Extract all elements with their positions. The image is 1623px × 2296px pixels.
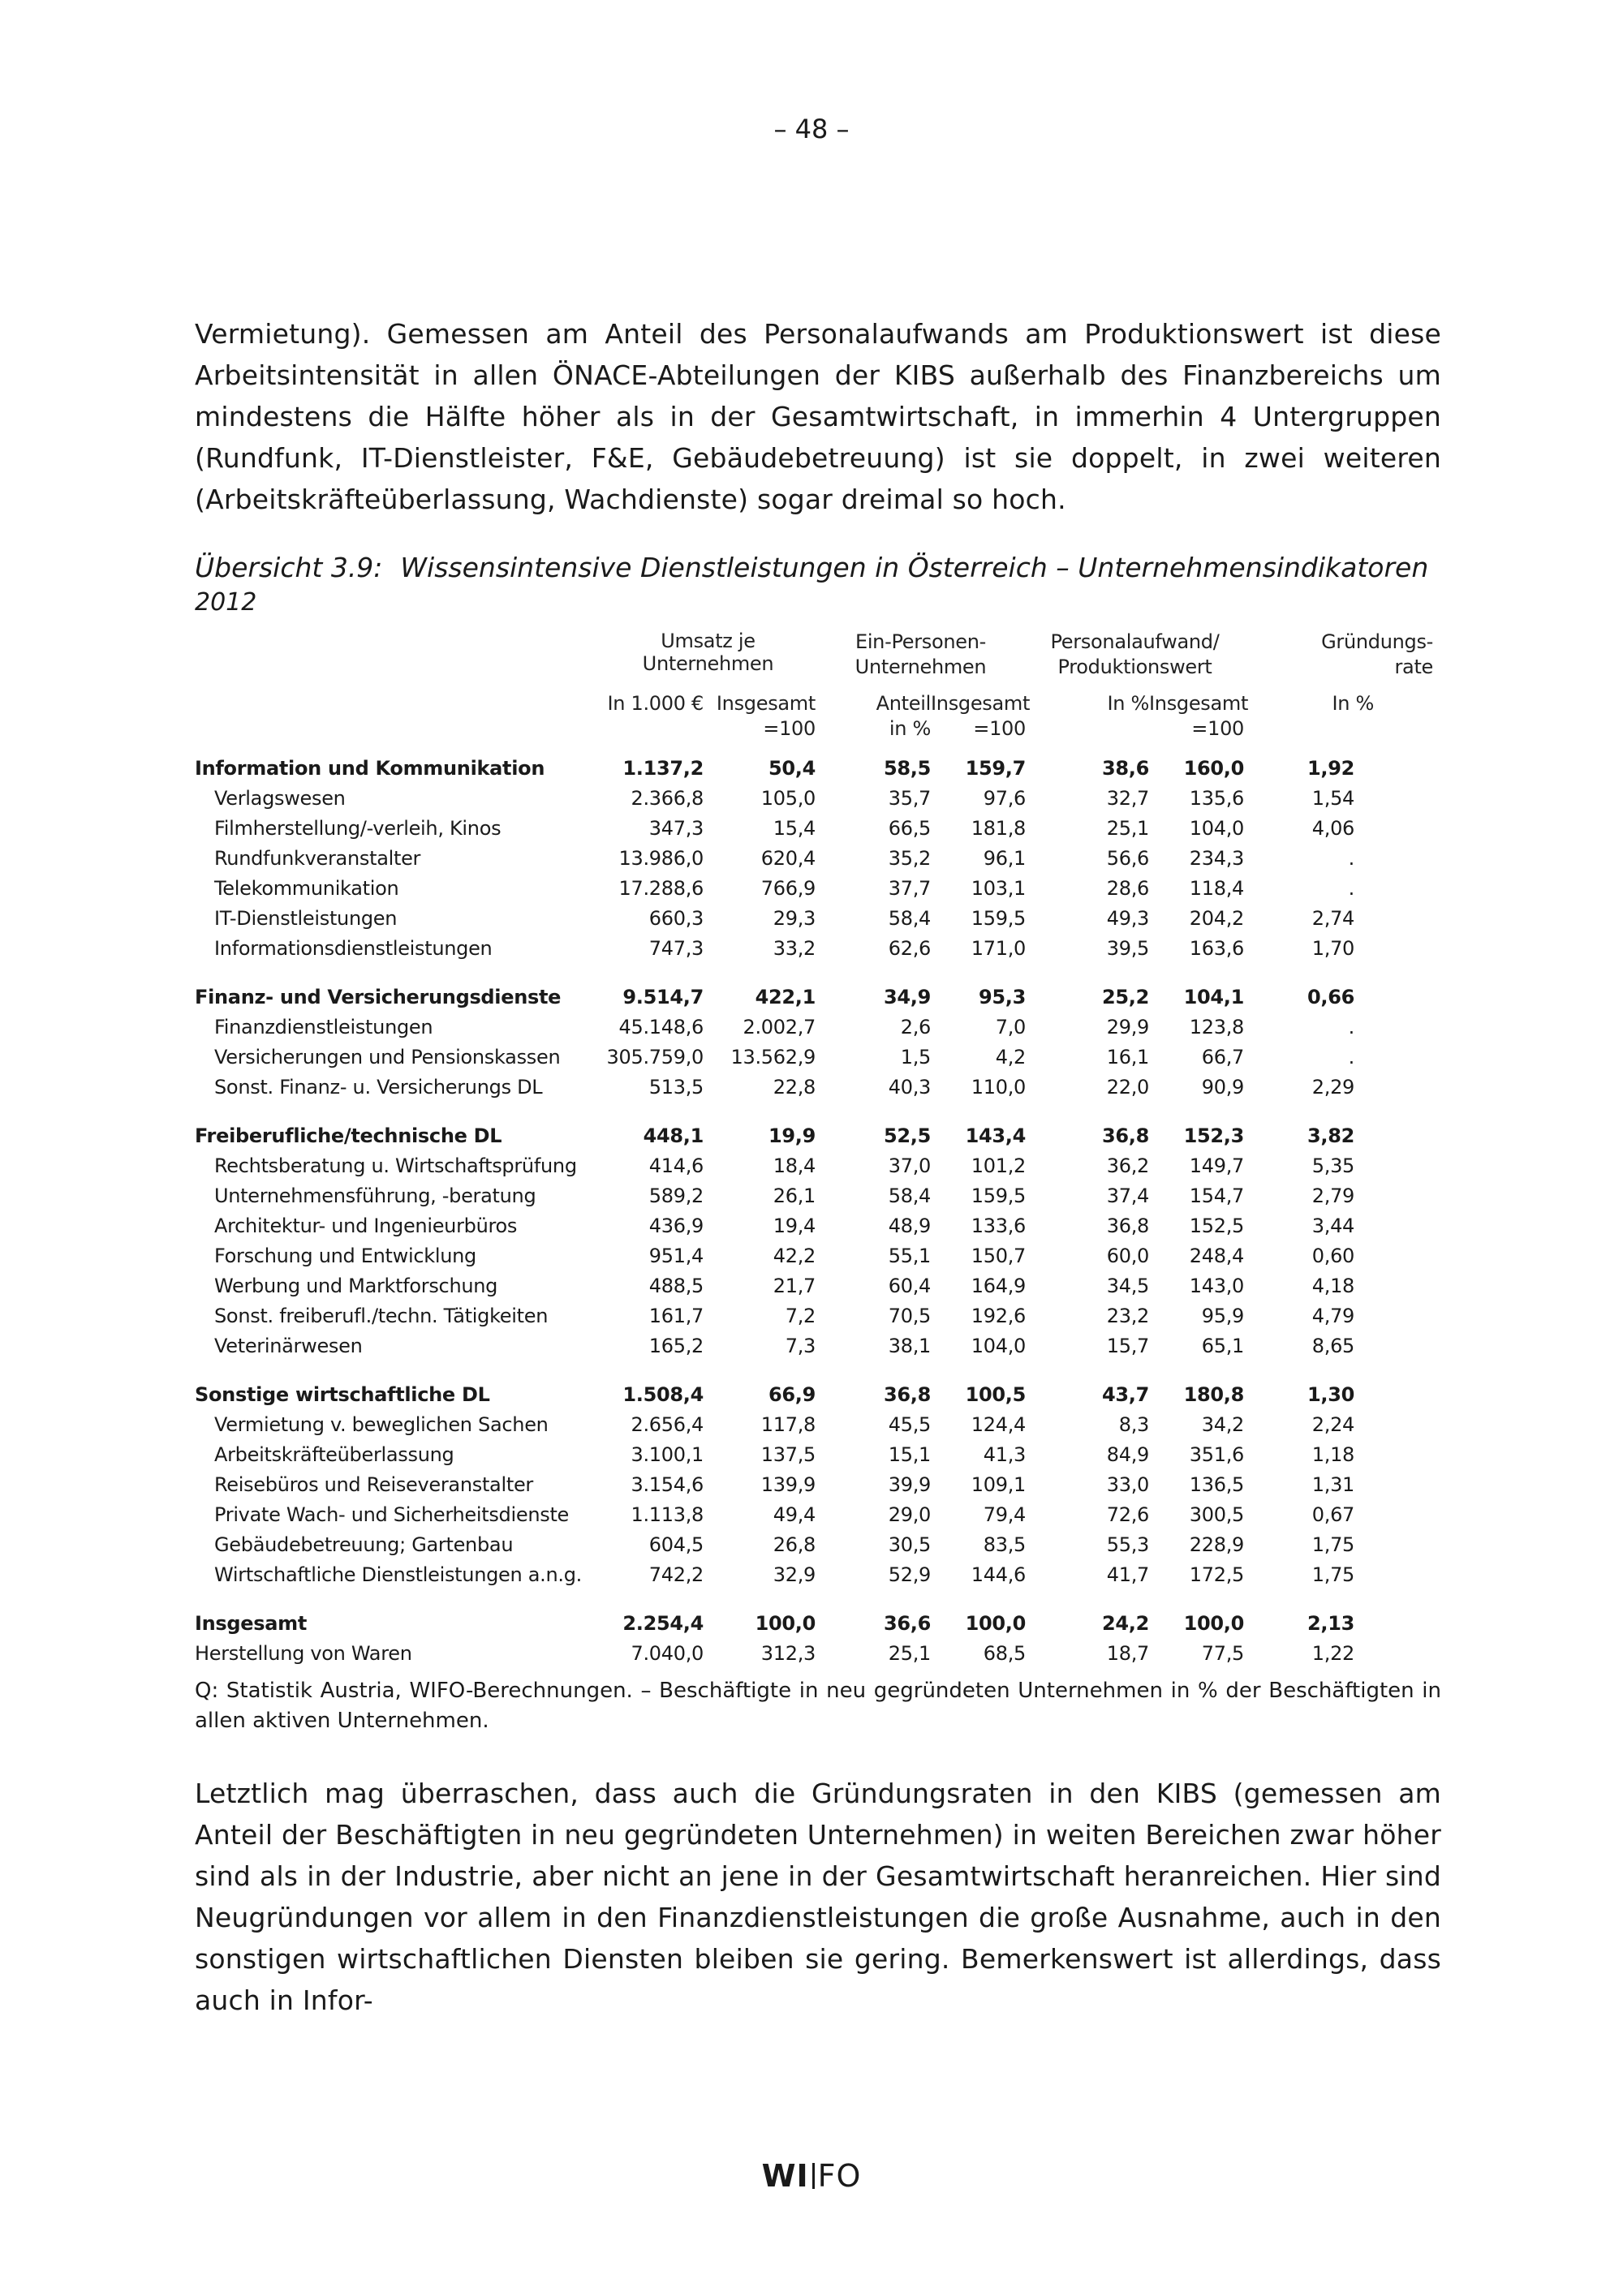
- table-row: [195, 933, 1441, 963]
- table-section-row: [195, 1608, 1441, 1638]
- cell-value: 103,1: [971, 876, 1026, 900]
- cell-value: 159,5: [971, 906, 1026, 930]
- column-subheader: In %: [1107, 692, 1149, 715]
- table-title: [195, 549, 1428, 587]
- table-row: [195, 1240, 1441, 1271]
- cell-value: 181,8: [971, 816, 1026, 840]
- cell-value: 234,3: [1189, 846, 1245, 870]
- column-subheader: Anteil in %: [876, 692, 931, 740]
- row-label: Vermietung v. beweglichen Sachen: [214, 1412, 549, 1436]
- column-subheader: Insgesamt =100: [1149, 692, 1249, 740]
- cell-value: 7,3: [785, 1334, 816, 1357]
- cell-value: 110,0: [971, 1075, 1026, 1099]
- cell-value: 104,0: [971, 1334, 1026, 1357]
- table-row: [195, 1072, 1441, 1102]
- table-row: [195, 1180, 1441, 1210]
- cell-value: 22,8: [773, 1075, 816, 1099]
- cell-value: 123,8: [1189, 1015, 1245, 1038]
- cell-value: 105,0: [760, 786, 816, 810]
- table-row: [195, 1559, 1441, 1589]
- cell-value: 29,0: [888, 1503, 931, 1526]
- cell-value: 2.656,4: [631, 1412, 704, 1436]
- table-row: [195, 1529, 1441, 1559]
- cell-value: 101,2: [971, 1154, 1026, 1177]
- cell-value: 4,06: [1311, 816, 1355, 840]
- row-label: Gebäudebetreuung; Gartenbau: [214, 1533, 514, 1556]
- cell-value: 347,3: [648, 816, 704, 840]
- cell-value: 15,1: [888, 1443, 931, 1466]
- table-section-row: [195, 1379, 1441, 1409]
- cell-value: 33,0: [1106, 1473, 1149, 1496]
- cell-value: 55,1: [888, 1244, 931, 1267]
- cell-value: 513,5: [648, 1075, 704, 1099]
- cell-value: 143,4: [965, 1124, 1026, 1147]
- table-row: [195, 903, 1441, 933]
- cell-value: 109,1: [971, 1473, 1026, 1496]
- table-row: [195, 1499, 1441, 1529]
- cell-value: 66,9: [768, 1382, 816, 1406]
- table-section-row: [195, 753, 1441, 783]
- row-label: Werbung und Marktforschung: [214, 1274, 498, 1297]
- cell-value: 58,4: [888, 906, 931, 930]
- cell-value: 5,35: [1311, 1154, 1355, 1177]
- table-title-text: Wissensintensive Dienstleistungen in Österreich – Unternehmensindikatoren: [400, 552, 1429, 583]
- cell-value: 22,0: [1106, 1075, 1149, 1099]
- cell-value: 118,4: [1189, 876, 1245, 900]
- cell-value: 8,3: [1118, 1412, 1149, 1436]
- cell-value: 90,9: [1201, 1075, 1245, 1099]
- table-row: [195, 1271, 1441, 1301]
- row-label: Information und Kommunikation: [195, 756, 545, 780]
- cell-value: 248,4: [1189, 1244, 1245, 1267]
- row-label: Veterinärwesen: [214, 1334, 363, 1357]
- cell-value: 77,5: [1201, 1641, 1245, 1665]
- table-row: [195, 1150, 1441, 1180]
- cell-value: 2,6: [900, 1015, 931, 1038]
- cell-value: 72,6: [1106, 1503, 1149, 1526]
- cell-value: 1,70: [1311, 936, 1355, 960]
- row-label: Insgesamt: [195, 1611, 308, 1635]
- cell-value: 351,6: [1189, 1443, 1245, 1466]
- cell-value: 32,7: [1106, 786, 1149, 810]
- cell-value: 48,9: [888, 1214, 931, 1237]
- table-row: [195, 1301, 1441, 1331]
- row-label: Finanz- und Versicherungsdienste: [195, 985, 562, 1008]
- cell-value: .: [1348, 1015, 1355, 1038]
- cell-value: 34,5: [1106, 1274, 1149, 1297]
- cell-value: 37,4: [1106, 1184, 1149, 1207]
- cell-value: 29,3: [773, 906, 816, 930]
- cell-value: 55,3: [1106, 1533, 1149, 1556]
- cell-value: 1,30: [1307, 1382, 1355, 1406]
- cell-value: 150,7: [971, 1244, 1026, 1267]
- cell-value: 24,2: [1101, 1611, 1149, 1635]
- group-header-gruendungsrate: Gründungs- rate: [1321, 630, 1434, 678]
- table-footnote: Q: Statistik Austria, WIFO-Berechnungen. – Beschäftigte in neu gegründeten Unternehmen in % der Beschäftigten in allen aktiven Unternehmen.: [195, 1679, 1441, 1733]
- table-row: [195, 783, 1441, 813]
- cell-value: 37,7: [888, 876, 931, 900]
- cell-value: 37,0: [888, 1154, 931, 1177]
- cell-value: 17.288,6: [618, 876, 704, 900]
- cell-value: 97,6: [983, 786, 1026, 810]
- cell-value: 1,92: [1307, 756, 1355, 780]
- cell-value: 1.113,8: [631, 1503, 704, 1526]
- cell-value: 1,54: [1311, 786, 1355, 810]
- table-row: [195, 843, 1441, 873]
- cell-value: 15,7: [1106, 1334, 1149, 1357]
- cell-value: 152,3: [1183, 1124, 1245, 1147]
- cell-value: 52,9: [888, 1563, 931, 1586]
- cell-value: 300,5: [1189, 1503, 1245, 1526]
- cell-value: 52,5: [883, 1124, 931, 1147]
- column-subheader: Insgesamt =100: [716, 692, 816, 740]
- cell-value: 2,13: [1307, 1611, 1355, 1635]
- cell-value: 1,31: [1311, 1473, 1355, 1496]
- cell-value: 15,4: [773, 816, 816, 840]
- cell-value: 19,4: [773, 1214, 816, 1237]
- cell-value: 28,6: [1106, 876, 1149, 900]
- row-label: Rechtsberatung u. Wirtschaftsprüfung: [214, 1154, 577, 1177]
- cell-value: 66,5: [888, 816, 931, 840]
- cell-value: 3,44: [1311, 1214, 1355, 1237]
- cell-value: 3.100,1: [631, 1443, 704, 1466]
- cell-value: 66,7: [1201, 1045, 1245, 1068]
- page-number: – 48 –: [773, 114, 850, 144]
- cell-value: 1.137,2: [622, 756, 704, 780]
- row-label: Private Wach- und Sicherheitsdienste: [214, 1503, 570, 1526]
- table-group-header-row: [195, 630, 1441, 680]
- cell-value: 41,7: [1106, 1563, 1149, 1586]
- cell-value: 137,5: [760, 1443, 816, 1466]
- cell-value: 124,4: [971, 1412, 1026, 1436]
- cell-value: 180,8: [1183, 1382, 1245, 1406]
- row-label: Filmherstellung/-verleih, Kinos: [214, 816, 502, 840]
- cell-value: 163,6: [1189, 936, 1245, 960]
- cell-value: 2,79: [1311, 1184, 1355, 1207]
- cell-value: 39,5: [1106, 936, 1149, 960]
- cell-value: 1,75: [1311, 1563, 1355, 1586]
- cell-value: 29,9: [1106, 1015, 1149, 1038]
- table-subheader-row: [195, 691, 1441, 742]
- cell-value: 2.366,8: [631, 786, 704, 810]
- logo-text-left: WI: [761, 2158, 809, 2194]
- row-label: Reisebüros und Reiseveranstalter: [214, 1473, 533, 1496]
- cell-value: 2,74: [1311, 906, 1355, 930]
- table-year: 2012: [195, 588, 257, 617]
- row-label: Wirtschaftliche Dienstleistungen a.n.g.: [214, 1563, 582, 1586]
- cell-value: 70,5: [888, 1304, 931, 1327]
- cell-value: 312,3: [760, 1641, 816, 1665]
- cell-value: 8,65: [1311, 1334, 1355, 1357]
- cell-value: 25,2: [1101, 985, 1149, 1008]
- cell-value: 192,6: [971, 1304, 1026, 1327]
- cell-value: 56,6: [1106, 846, 1149, 870]
- logo-divider: [812, 2163, 815, 2189]
- column-subheader: Insgesamt =100: [931, 692, 1031, 740]
- row-label: Arbeitskräfteüberlassung: [214, 1443, 454, 1466]
- cell-value: 742,2: [648, 1563, 704, 1586]
- row-label: Architektur- und Ingenieurbüros: [214, 1214, 518, 1237]
- cell-value: 3,82: [1307, 1124, 1355, 1147]
- cell-value: 79,4: [983, 1503, 1026, 1526]
- cell-value: 0,67: [1311, 1503, 1355, 1526]
- cell-value: 305.759,0: [606, 1045, 704, 1068]
- row-label: Finanzdienstleistungen: [214, 1015, 433, 1038]
- cell-value: 951,4: [648, 1244, 704, 1267]
- group-header-ein-personen: Ein-Personen- Unternehmen: [855, 630, 987, 678]
- cell-value: 18,7: [1106, 1641, 1149, 1665]
- cell-value: 104,0: [1189, 816, 1245, 840]
- row-label: Verlagswesen: [214, 786, 346, 810]
- cell-value: 41,3: [983, 1443, 1026, 1466]
- table-row: [195, 1439, 1441, 1469]
- cell-value: 34,9: [883, 985, 931, 1008]
- cell-value: 16,1: [1106, 1045, 1149, 1068]
- cell-value: 36,8: [1106, 1214, 1149, 1237]
- wifo-logo: [0, 2158, 1623, 2194]
- logo-text-right: FO: [817, 2158, 862, 2194]
- cell-value: 40,3: [888, 1075, 931, 1099]
- cell-value: 32,9: [773, 1563, 816, 1586]
- table-row: [195, 873, 1441, 903]
- table-row: [195, 1042, 1441, 1072]
- table-section-row: [195, 982, 1441, 1012]
- cell-value: 39,9: [888, 1473, 931, 1496]
- cell-value: 660,3: [648, 906, 704, 930]
- cell-value: 1,75: [1311, 1533, 1355, 1556]
- row-label: Telekommunikation: [214, 876, 399, 900]
- cell-value: 26,8: [773, 1533, 816, 1556]
- cell-value: 766,9: [760, 876, 816, 900]
- cell-value: 7.040,0: [631, 1641, 704, 1665]
- table-section-row: [195, 1120, 1441, 1150]
- cell-value: 161,7: [648, 1304, 704, 1327]
- cell-value: 448,1: [643, 1124, 704, 1147]
- cell-value: 0,60: [1311, 1244, 1355, 1267]
- cell-value: 604,5: [648, 1533, 704, 1556]
- cell-value: 159,5: [971, 1184, 1026, 1207]
- cell-value: 36,8: [1101, 1124, 1149, 1147]
- cell-value: 2.002,7: [743, 1015, 816, 1038]
- table-row: [195, 1210, 1441, 1240]
- cell-value: 21,7: [773, 1274, 816, 1297]
- cell-value: 152,5: [1189, 1214, 1245, 1237]
- cell-value: 19,9: [768, 1124, 816, 1147]
- cell-value: 50,4: [768, 756, 816, 780]
- cell-value: 2,24: [1311, 1412, 1355, 1436]
- cell-value: 422,1: [755, 985, 816, 1008]
- cell-value: 45,5: [888, 1412, 931, 1436]
- row-label: IT-Dienstleistungen: [214, 906, 398, 930]
- cell-value: 1,22: [1311, 1641, 1355, 1665]
- row-label: Freiberufliche/technische DL: [195, 1124, 502, 1147]
- cell-value: 488,5: [648, 1274, 704, 1297]
- row-label: Unternehmensführung, -beratung: [214, 1184, 536, 1207]
- table-row: [195, 1331, 1441, 1361]
- cell-value: 33,2: [773, 936, 816, 960]
- cell-value: 13.562,9: [730, 1045, 816, 1068]
- cell-value: 23,2: [1106, 1304, 1149, 1327]
- row-label: Sonst. Finanz- u. Versicherungs DL: [214, 1075, 543, 1099]
- cell-value: 414,6: [648, 1154, 704, 1177]
- cell-value: 35,2: [888, 846, 931, 870]
- row-label: Sonst. freiberufl./techn. Tätigkeiten: [214, 1304, 549, 1327]
- cell-value: 104,1: [1183, 985, 1245, 1008]
- cell-value: 159,7: [965, 756, 1026, 780]
- body-paragraph-1: Vermietung). Gemessen am Anteil des Personalaufwands am Produktionswert ist diese Arbeitsintensität in allen ÖNACE-Abteilungen der KIBS außerhalb des Finanzbereichs um mindestens die Hälfte höher als in der Gesamtwirtschaft, in immerhin 4 Untergruppen (Rundfunk, IT-Dienstleister, F&E, Gebäudebetreuung) ist sie doppelt, in zwei weiteren (Arbeitskräfteüberlassung, Wachdienste) sogar dreimal so hoch.: [195, 318, 1441, 515]
- cell-value: 100,5: [965, 1382, 1026, 1406]
- body-paragraph-2: Letztlich mag überraschen, dass auch die Gründungsraten in den KIBS (gemessen am Anteil der Beschäftigten in neu gegründeten Unternehmen) in weiten Bereichen zwar höher sind als in der Industrie, aber nicht an jene in der Gesamtwirtschaft heranreichen. Hier sind Neugründungen vor allem in den Finanzdienstleistungen die große Ausnahme, auch in den sonstigen wirtschaftlichen Diensten bleiben sie gering. Bemerkenswert ist allerdings, dass auch in Infor-: [195, 1778, 1441, 2016]
- cell-value: 36,2: [1106, 1154, 1149, 1177]
- cell-value: 2,29: [1311, 1075, 1355, 1099]
- cell-value: 100,0: [965, 1611, 1026, 1635]
- cell-value: 49,3: [1106, 906, 1149, 930]
- row-label: Informationsdienstleistungen: [214, 936, 493, 960]
- cell-value: 160,0: [1183, 756, 1245, 780]
- cell-value: 1,18: [1311, 1443, 1355, 1466]
- cell-value: 589,2: [648, 1184, 704, 1207]
- cell-value: 58,4: [888, 1184, 931, 1207]
- cell-value: 4,2: [995, 1045, 1026, 1068]
- row-label: Forschung und Entwicklung: [214, 1244, 476, 1267]
- cell-value: 164,9: [971, 1274, 1026, 1297]
- cell-value: 171,0: [971, 936, 1026, 960]
- cell-value: 45.148,6: [618, 1015, 704, 1038]
- cell-value: 1,5: [900, 1045, 931, 1068]
- cell-value: 7,0: [995, 1015, 1026, 1038]
- cell-value: 25,1: [888, 1641, 931, 1665]
- cell-value: 620,4: [760, 846, 816, 870]
- cell-value: 95,3: [978, 985, 1026, 1008]
- cell-value: 100,0: [1183, 1611, 1245, 1635]
- cell-value: 136,5: [1189, 1473, 1245, 1496]
- cell-value: 135,6: [1189, 786, 1245, 810]
- cell-value: 436,9: [648, 1214, 704, 1237]
- cell-value: 38,1: [888, 1334, 931, 1357]
- table-row: [195, 1012, 1441, 1042]
- cell-value: 25,1: [1106, 816, 1149, 840]
- cell-value: 62,6: [888, 936, 931, 960]
- cell-value: 228,9: [1189, 1533, 1245, 1556]
- cell-value: 144,6: [971, 1563, 1026, 1586]
- table-row: [195, 1409, 1441, 1439]
- cell-value: 26,1: [773, 1184, 816, 1207]
- cell-value: 36,6: [883, 1611, 931, 1635]
- indicators-table: [195, 630, 1441, 1668]
- cell-value: 96,1: [983, 846, 1026, 870]
- cell-value: 49,4: [773, 1503, 816, 1526]
- cell-value: 117,8: [760, 1412, 816, 1436]
- cell-value: 100,0: [755, 1611, 816, 1635]
- cell-value: 34,2: [1201, 1412, 1245, 1436]
- column-subheader: In 1.000 €: [607, 692, 704, 715]
- cell-value: 0,66: [1307, 985, 1355, 1008]
- cell-value: 139,9: [760, 1473, 816, 1496]
- cell-value: 143,0: [1189, 1274, 1245, 1297]
- group-header-personalaufwand: Personalaufwand/ Produktionswert: [1050, 630, 1220, 678]
- row-label: Rundfunkveranstalter: [214, 846, 421, 870]
- cell-value: .: [1348, 876, 1355, 900]
- cell-value: 4,18: [1311, 1274, 1355, 1297]
- cell-value: 4,79: [1311, 1304, 1355, 1327]
- row-label: Versicherungen und Pensionskassen: [214, 1045, 561, 1068]
- column-subheader: In %: [1332, 692, 1375, 715]
- cell-value: 84,9: [1106, 1443, 1149, 1466]
- cell-value: 95,9: [1201, 1304, 1245, 1327]
- row-label: Herstellung von Waren: [195, 1641, 412, 1665]
- group-header-umsatz: Umsatz je Unternehmen: [642, 630, 774, 675]
- row-label: Sonstige wirtschaftliche DL: [195, 1382, 490, 1406]
- cell-value: 1.508,4: [622, 1382, 704, 1406]
- cell-value: 30,5: [888, 1533, 931, 1556]
- cell-value: 204,2: [1189, 906, 1245, 930]
- cell-value: 36,8: [883, 1382, 931, 1406]
- cell-value: 9.514,7: [622, 985, 704, 1008]
- table-row: [195, 1469, 1441, 1499]
- cell-value: .: [1348, 1045, 1355, 1068]
- cell-value: 83,5: [983, 1533, 1026, 1556]
- cell-value: 60,0: [1106, 1244, 1149, 1267]
- cell-value: 68,5: [983, 1641, 1026, 1665]
- cell-value: 43,7: [1101, 1382, 1149, 1406]
- cell-value: 42,2: [773, 1244, 816, 1267]
- cell-value: 133,6: [971, 1214, 1026, 1237]
- cell-value: 7,2: [785, 1304, 816, 1327]
- cell-value: 747,3: [648, 936, 704, 960]
- cell-value: 13.986,0: [618, 846, 704, 870]
- table-row: [195, 1638, 1441, 1668]
- cell-value: 38,6: [1101, 756, 1149, 780]
- cell-value: 165,2: [648, 1334, 704, 1357]
- cell-value: .: [1348, 846, 1355, 870]
- table-title-label: Übersicht 3.9:: [195, 552, 383, 583]
- cell-value: 18,4: [773, 1154, 816, 1177]
- cell-value: 58,5: [883, 756, 931, 780]
- cell-value: 149,7: [1189, 1154, 1245, 1177]
- cell-value: 60,4: [888, 1274, 931, 1297]
- table-row: [195, 813, 1441, 843]
- cell-value: 35,7: [888, 786, 931, 810]
- cell-value: 65,1: [1201, 1334, 1245, 1357]
- cell-value: 3.154,6: [631, 1473, 704, 1496]
- cell-value: 172,5: [1189, 1563, 1245, 1586]
- cell-value: 154,7: [1189, 1184, 1245, 1207]
- cell-value: 2.254,4: [622, 1611, 704, 1635]
